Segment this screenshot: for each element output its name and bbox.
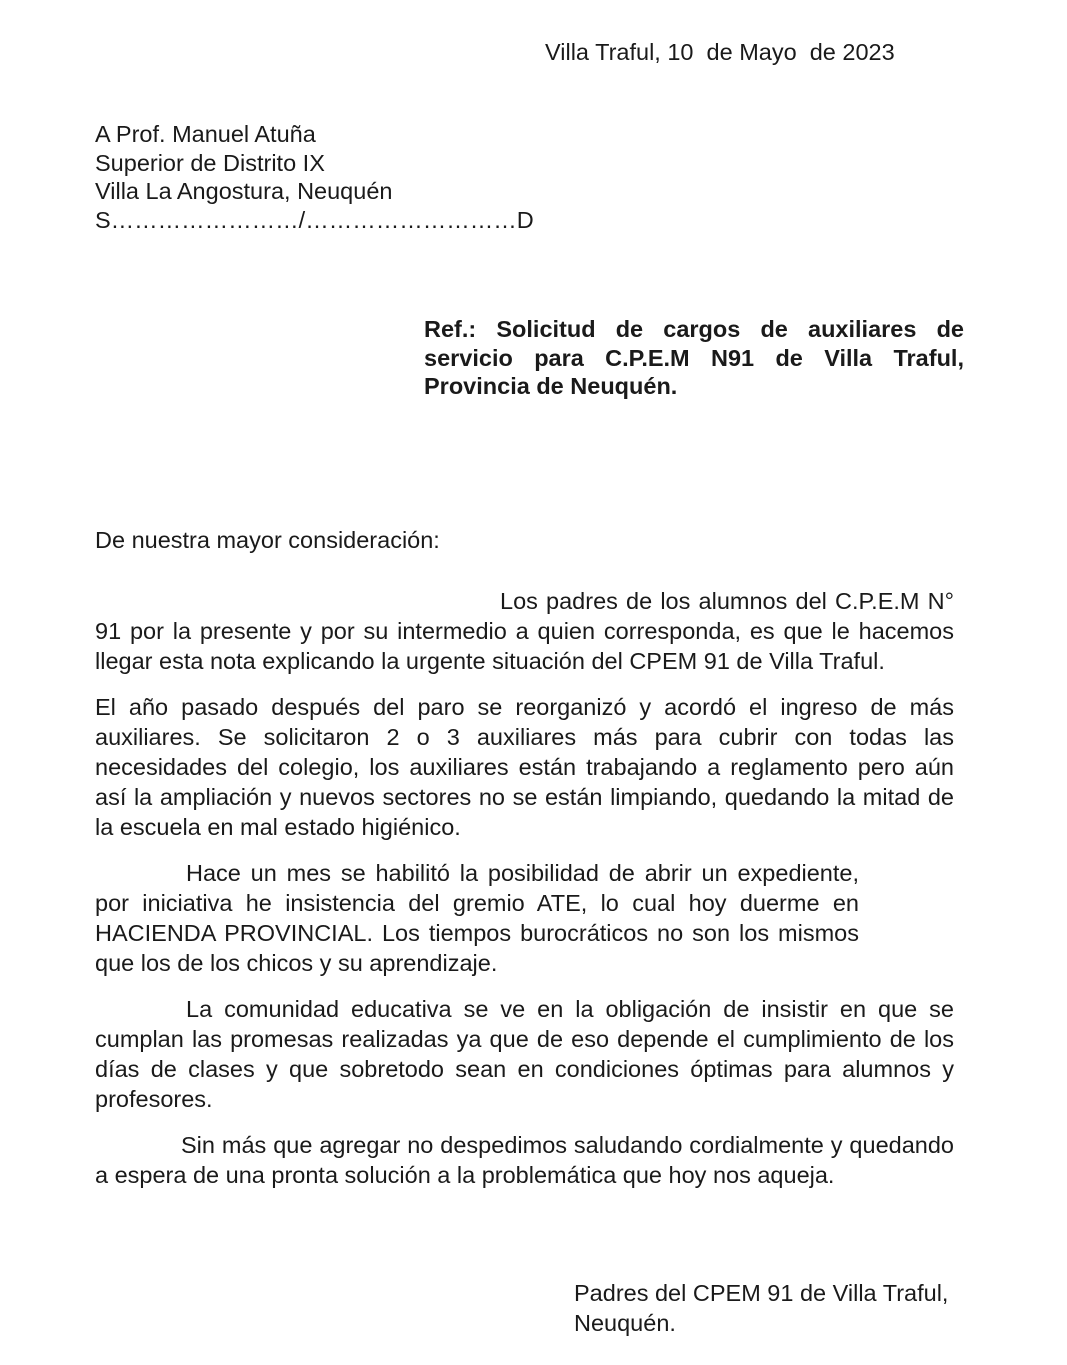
signature-line-2: Neuquén. (574, 1310, 676, 1336)
letter-body (95, 586, 954, 1190)
body-paragraph-2: El año pasado después del paro se reorganizó y acordó el ingreso de más auxiliares. Se solicitaron 2 o 3 auxiliares más para cubrir con todas las necesidades del colegio, los auxiliares están trabajando a reglamento pero aún así la ampliación y nuevos sectores no se están limpiando, quedando la mitad de la escuela en mal estado higiénico. (95, 694, 954, 840)
recipient-name: A Prof. Manuel Atuña (95, 121, 316, 147)
recipient-title: Superior de Distrito IX (95, 149, 325, 176)
body-paragraph-1: Los padres de los alumnos del C.P.E.M N° 91 por la presente y por su intermedio a quien corresponda, es que le hacemos llegar esta nota explicando la urgente situación del CPEM 91 de Villa Traful. (95, 588, 954, 674)
signature-line-1: Padres del CPEM 91 de Villa Traful, (574, 1280, 949, 1306)
recipient-location: Villa La Angostura, Neuquén (95, 178, 393, 204)
greeting: De nuestra mayor consideración: (95, 527, 440, 553)
body-paragraph-5: Sin más que agregar no despedimos saludando cordialmente y quedando a espera de una pronta solución a la problemática que hoy nos aqueja. (95, 1132, 954, 1188)
recipient-salutation-sd: S……………………/………………………D (95, 206, 534, 233)
signature-block (574, 1278, 948, 1338)
body-paragraph-4: La comunidad educativa se ve en la obligación de insistir en que se cumplan las promesas realizadas ya que de eso depende el cumplimiento de los días de clases y que sobretodo sean en condiciones óptimas para alumnos y profesores. (95, 996, 954, 1112)
date-line: Villa Traful, 10 de Mayo de 2023 (545, 39, 895, 65)
recipient-block (95, 120, 534, 234)
reference-subject: Ref.: Solicitud de cargos de auxiliares de servicio para C.P.E.M N91 de Villa Traful, Provincia de Neuquén. (424, 316, 964, 399)
body-paragraph-3: Hace un mes se habilitó la posibilidad de abrir un expediente, por iniciativa he insistencia del gremio ATE, lo cual hoy duerme en HACIENDA PROVINCIAL. Los tiempos burocráticos no son los mismos que los de los chicos y su aprendizaje. (95, 860, 859, 976)
